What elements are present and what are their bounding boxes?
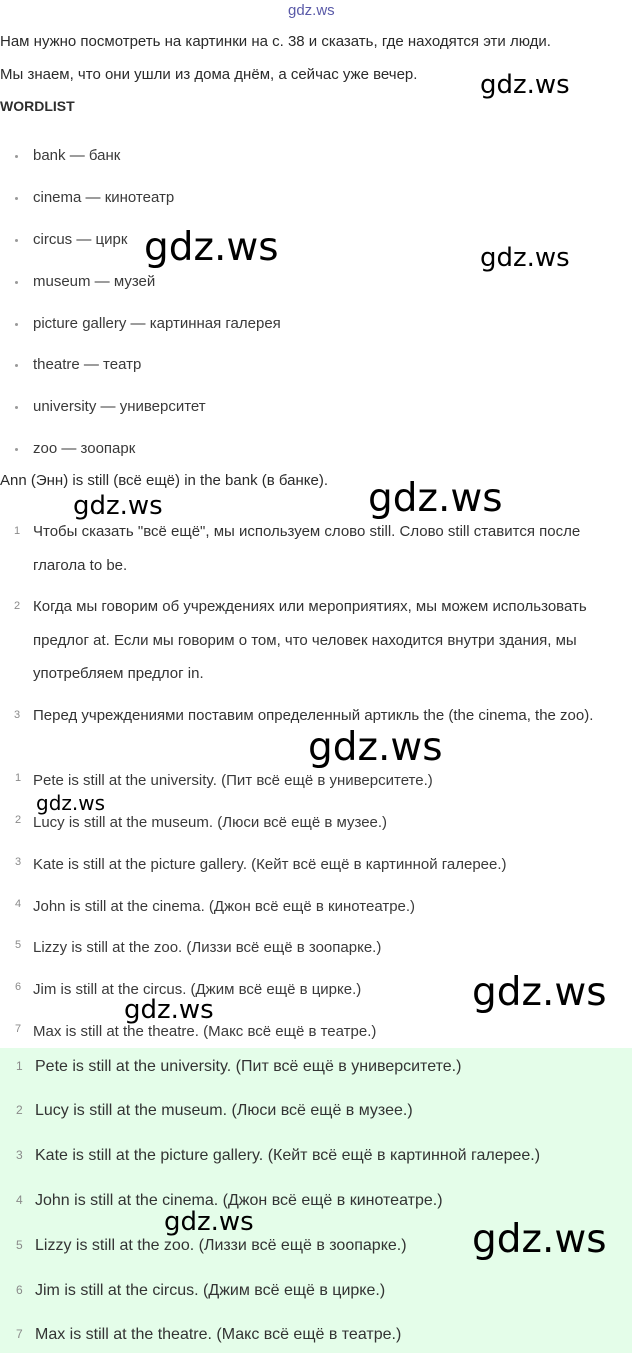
bullet-icon — [15, 323, 18, 326]
site-link[interactable]: gdz.ws — [288, 2, 335, 19]
wordlist-item-text: cinema — кинотеатр — [33, 189, 175, 206]
final-answer-number: 6 — [16, 1283, 23, 1297]
watermark: gdz.ws — [472, 1217, 607, 1262]
answer-text: John is still at the cinema. (Джон всё ещё в кинотеатре.) — [33, 898, 416, 915]
final-answer-number: 4 — [16, 1193, 23, 1207]
bullet-icon — [15, 197, 18, 200]
wordlist-item-text: zoo — зоопарк — [33, 440, 136, 457]
watermark: gdz.ws — [144, 225, 279, 270]
watermark: gdz.ws — [472, 970, 607, 1015]
watermark: gdz.ws — [124, 995, 214, 1025]
bullet-icon — [15, 239, 18, 242]
bullet-icon — [15, 448, 18, 451]
wordlist-item-text: university — университет — [33, 398, 206, 415]
intro-line-2: Мы знаем, что они ушли из дома днём, а сейчас уже вечер. — [0, 66, 418, 83]
rule-number: 2 — [14, 600, 21, 612]
wordlist-item-text: bank — банк — [33, 147, 121, 164]
answer-number: 7 — [15, 1023, 22, 1035]
final-answer-text: Pete is still at the university. (Пит всё ещё в университете.) — [35, 1058, 462, 1075]
bullet-icon — [15, 364, 18, 367]
answer-number: 3 — [15, 856, 22, 868]
answer-number: 5 — [15, 939, 22, 951]
answer-number: 4 — [15, 898, 22, 910]
final-answer-text: Max is still at the theatre. (Макс всё ещё в театре.) — [35, 1326, 402, 1343]
bullet-icon — [15, 281, 18, 284]
rule-number: 1 — [14, 525, 21, 537]
example-sentence: Ann (Энн) is still (всё ещё) in the bank (в банке). — [0, 472, 328, 489]
wordlist-item-text: museum — музей — [33, 273, 156, 290]
answer-text: Max is still at the theatre. (Макс всё ещё в театре.) — [33, 1023, 377, 1040]
wordlist-item-text: theatre — театр — [33, 356, 142, 373]
bullet-icon — [15, 155, 18, 158]
answer-number: 2 — [15, 814, 22, 826]
watermark: gdz.ws — [308, 725, 443, 770]
final-answer-number: 1 — [16, 1059, 23, 1073]
answer-text: Kate is still at the picture gallery. (Кейт всё ещё в картинной галерее.) — [33, 856, 507, 873]
wordlist-item-text: circus — цирк — [33, 231, 128, 248]
watermark: gdz.ws — [164, 1207, 254, 1237]
final-answer-number: 3 — [16, 1148, 23, 1162]
answer-number: 6 — [15, 981, 22, 993]
wordlist-heading: WORDLIST — [0, 98, 75, 114]
final-answer-number: 5 — [16, 1238, 23, 1252]
final-answer-text: Jim is still at the circus. (Джим всё ещё в цирке.) — [35, 1282, 386, 1299]
watermark: gdz.ws — [73, 491, 163, 521]
rule-text: Чтобы сказать "всё ещё", мы используем слово still. Слово still ставится после глагола to be. — [33, 523, 581, 574]
final-answer-text: Lucy is still at the museum. (Люси всё ещё в музее.) — [35, 1102, 413, 1119]
watermark: gdz.ws — [36, 791, 106, 815]
final-answer-number: 2 — [16, 1103, 23, 1117]
rule-text: Перед учреждениями поставим определенный артикль the (the cinema, the zoo). — [33, 707, 594, 724]
rule-number: 3 — [14, 709, 21, 721]
answer-text: Jim is still at the circus. (Джим всё ещё в цирке.) — [33, 981, 362, 998]
final-answer-text: John is still at the cinema. (Джон всё ещё в кинотеатре.) — [35, 1192, 443, 1209]
watermark: gdz.ws — [480, 70, 570, 100]
intro-line-1: Нам нужно посмотреть на картинки на с. 38 и сказать, где находятся эти люди. — [0, 33, 551, 50]
final-answer-number: 7 — [16, 1327, 23, 1341]
answer-text: Lucy is still at the museum. (Люси всё ещё в музее.) — [33, 814, 388, 831]
bullet-icon — [15, 406, 18, 409]
answer-number: 1 — [15, 772, 22, 784]
answer-text: Lizzy is still at the zoo. (Лиззи всё ещё в зоопарке.) — [33, 939, 382, 956]
wordlist-item-text: picture gallery — картинная галерея — [33, 315, 281, 332]
answer-text: Pete is still at the university. (Пит всё ещё в университете.) — [33, 772, 433, 789]
final-answer-text: Lizzy is still at the zoo. (Лиззи всё ещё в зоопарке.) — [35, 1237, 407, 1254]
watermark: gdz.ws — [368, 476, 503, 521]
rule-text: Когда мы говорим об учреждениях или мероприятиях, мы можем использовать предлог at. Если мы говорим о том, что человек находится внутри здания, мы употребляем предлог in. — [33, 598, 587, 682]
watermark: gdz.ws — [480, 243, 570, 273]
final-answer-text: Kate is still at the picture gallery. (Кейт всё ещё в картинной галерее.) — [35, 1147, 541, 1164]
